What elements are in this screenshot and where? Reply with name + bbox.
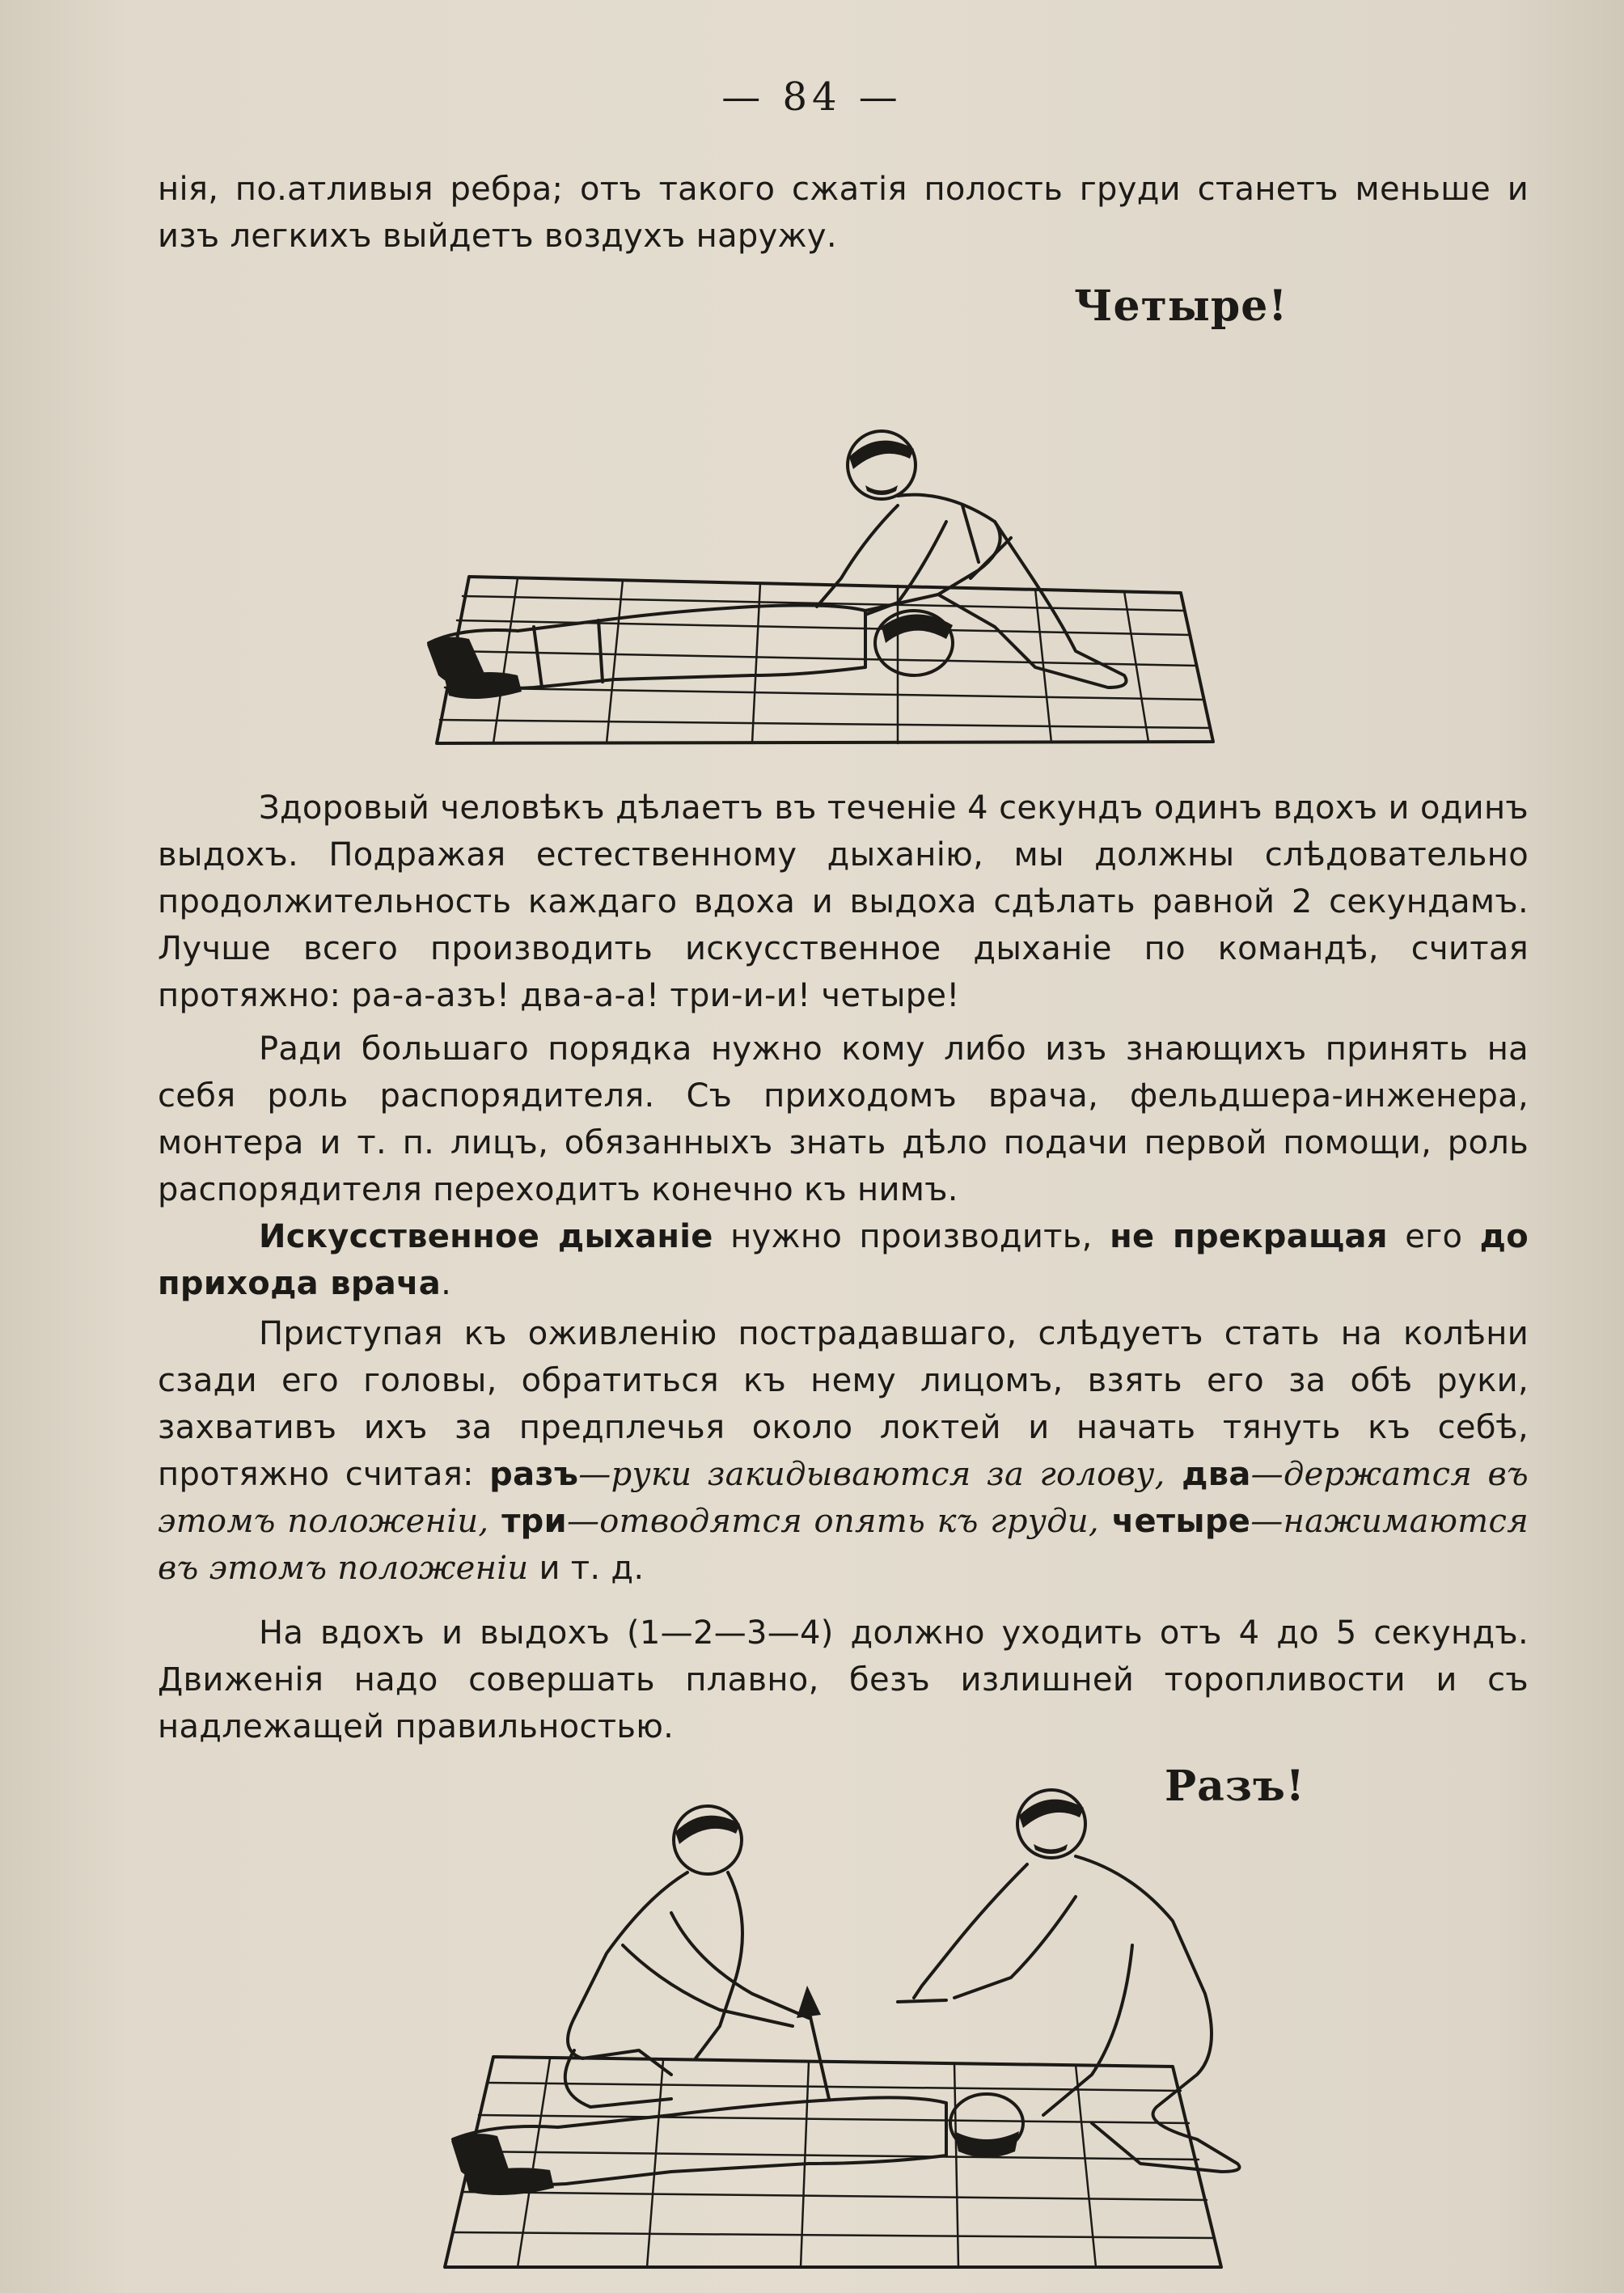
caption-one: Разъ! [1165,1762,1305,1811]
illustration-chest-compression [412,408,1302,756]
emphasis-until-doctor: до прихода врача [158,1218,1529,1302]
paragraph-coordinator: Ради большаго порядка нужно кому либо изъ знающихъ принять на себя роль распорядителя. Съ приходомъ врача, фельдшера-инженера, монтера и т. п. лицъ, обязанныхъ знать дѣло подачи первой помощи, роль распорядителя переходитъ конечно къ нимъ. [158,1030,1529,1208]
emphasis-artificial-breathing: Искусственное дыханіе [259,1218,713,1255]
paragraph-continuation: нія, по.атливыя ребра; отъ такого сжатія полость груди станетъ меньше и изъ легкихъ выйдетъ воздухъ наружу. [158,171,1529,255]
caption-four: Четыре! [1074,281,1288,331]
illustration-arms-raised [429,1783,1326,2269]
paragraph-timing: На вдохъ и выдохъ (1—2—3—4) должно уходить отъ 4 до 5 секундъ. Движенія надо совершать плавно, безъ излишней торопливости и съ надлежащей правильностью. [158,1614,1529,1745]
paragraph-breathing-rate: Здоровый человѣкъ дѣлаетъ въ теченіе 4 секундъ одинъ вдохъ и одинъ выдохъ. Подражая естественному дыханію, мы должны слѣдовательно продолжительность каждаго вдоха и выдоха сдѣлать равной 2 секундамъ. Лучше всего производить искусственное дыханіе по командѣ, считая протяжно: ра-а-азъ! два-а-а! три-и-и! четыре! [158,789,1529,1014]
emphasis-without-stopping: не прекращая [1110,1218,1388,1255]
page-number: — 84 — [721,74,903,120]
paragraph-continue-until-doctor: Искусственное дыханіе нужно производить, не прекращая его до прихода врача. [158,1218,1529,1302]
paragraph-procedure: Приступая къ оживленію пострадавшаго, слѣдуетъ стать на колѣни сзади его головы, обратиться къ нему лицомъ, взять его за обѣ руки, захвативъ ихъ за предплечья около локтей и начать тянуть къ себѣ, протяжно считая: разъ—руки закидываются за голову, два—держатся въ этомъ положеніи, три—отводятся опять къ груди, четыре—нажимаются въ этомъ положеніи и т. д. [158,1315,1529,1587]
